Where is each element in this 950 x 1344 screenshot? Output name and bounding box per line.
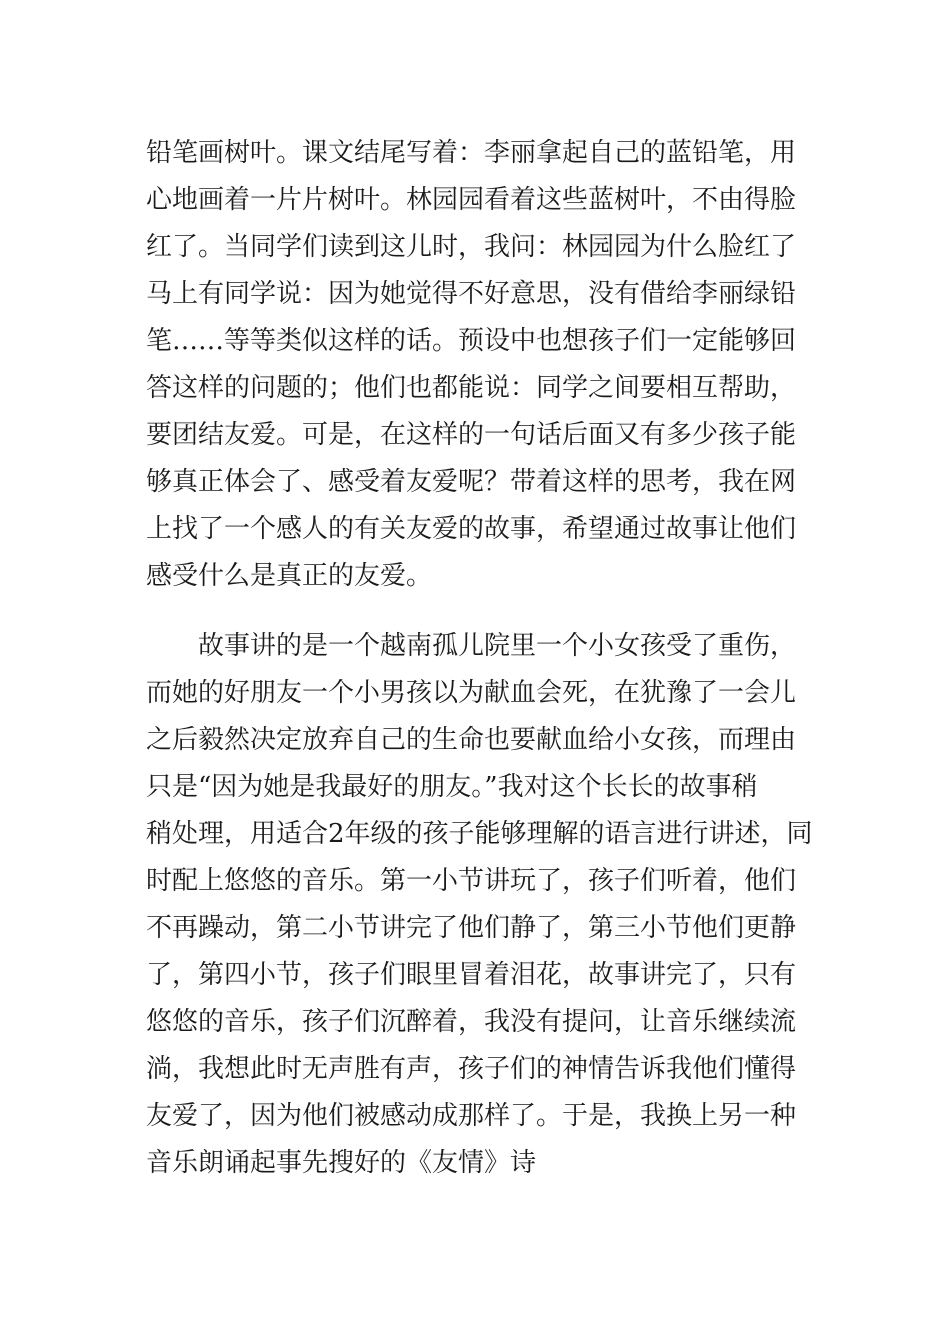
paragraph-1-line-1: 铅笔画树叶。课文结尾写着：李丽拿起自己的蓝铅笔，用 <box>146 138 797 168</box>
paragraph-1-line-8: 够真正体会了、感受着友爱呢？带着这样的思考，我在网 <box>146 467 797 497</box>
paragraph-1-line-10: 感受什么是真正的友爱。 <box>146 561 433 591</box>
paragraph-2-line-5: 稍处理，用适合2年级的孩子能够理解的语言进行讲述，同 <box>146 819 813 849</box>
paragraph-1-line-6: 答这样的问题的；他们也都能说：同学之间要相互帮助， <box>146 373 797 403</box>
paragraph-2-line-10: 淌，我想此时无声胜有声，孩子们的神情告诉我他们懂得 <box>146 1054 797 1084</box>
paragraph-1-line-3: 红了。当同学们读到这儿时，我问：林园园为什么脸红了 <box>146 232 797 262</box>
paragraph-2-line-12: 音乐朗诵起事先搜好的《友情》诗 <box>146 1148 537 1178</box>
paragraph-2-line-9: 悠悠的音乐，孩子们沉醉着，我没有提问，让音乐继续流 <box>146 1007 797 1037</box>
paragraph-1-line-7: 要团结友爱。可是，在这样的一句话后面又有多少孩子能 <box>146 420 797 450</box>
paragraph-1-line-2: 心地画着一片片树叶。林园园看着这些蓝树叶，不由得脸 <box>146 185 797 215</box>
paragraph-2-line-8: 了，第四小节，孩子们眼里冒着泪花，故事讲完了，只有 <box>146 960 797 990</box>
paragraph-2-line-1: 故事讲的是一个越南孤儿院里一个小女孩受了重伤， <box>198 631 797 661</box>
paragraph-2-line-2: 而她的好朋友一个小男孩以为献血会死，在犹豫了一会儿 <box>146 678 797 708</box>
paragraph-2-line-11: 友爱了，因为他们被感动成那样了。于是，我换上另一种 <box>146 1101 797 1131</box>
paragraph-2-line-6: 时配上悠悠的音乐。第一小节讲玩了，孩子们听着，他们 <box>146 866 797 896</box>
paragraph-2-line-7: 不再躁动，第二小节讲完了他们静了，第三小节他们更静 <box>146 913 797 943</box>
paragraph-1-line-5: 笔……等等类似这样的话。预设中也想孩子们一定能够回 <box>146 326 797 356</box>
paragraph-1-line-9: 上找了一个感人的有关友爱的故事，希望通过故事让他们 <box>146 514 797 544</box>
paragraph-1-line-4: 马上有同学说：因为她觉得不好意思，没有借给李丽绿铅 <box>146 279 797 309</box>
paragraph-2-line-4: 只是“因为她是我最好的朋友。”我对这个长长的故事稍 <box>146 772 758 802</box>
paragraph-2-line-3: 之后毅然决定放弃自己的生命也要献血给小女孩，而理由 <box>146 725 797 755</box>
